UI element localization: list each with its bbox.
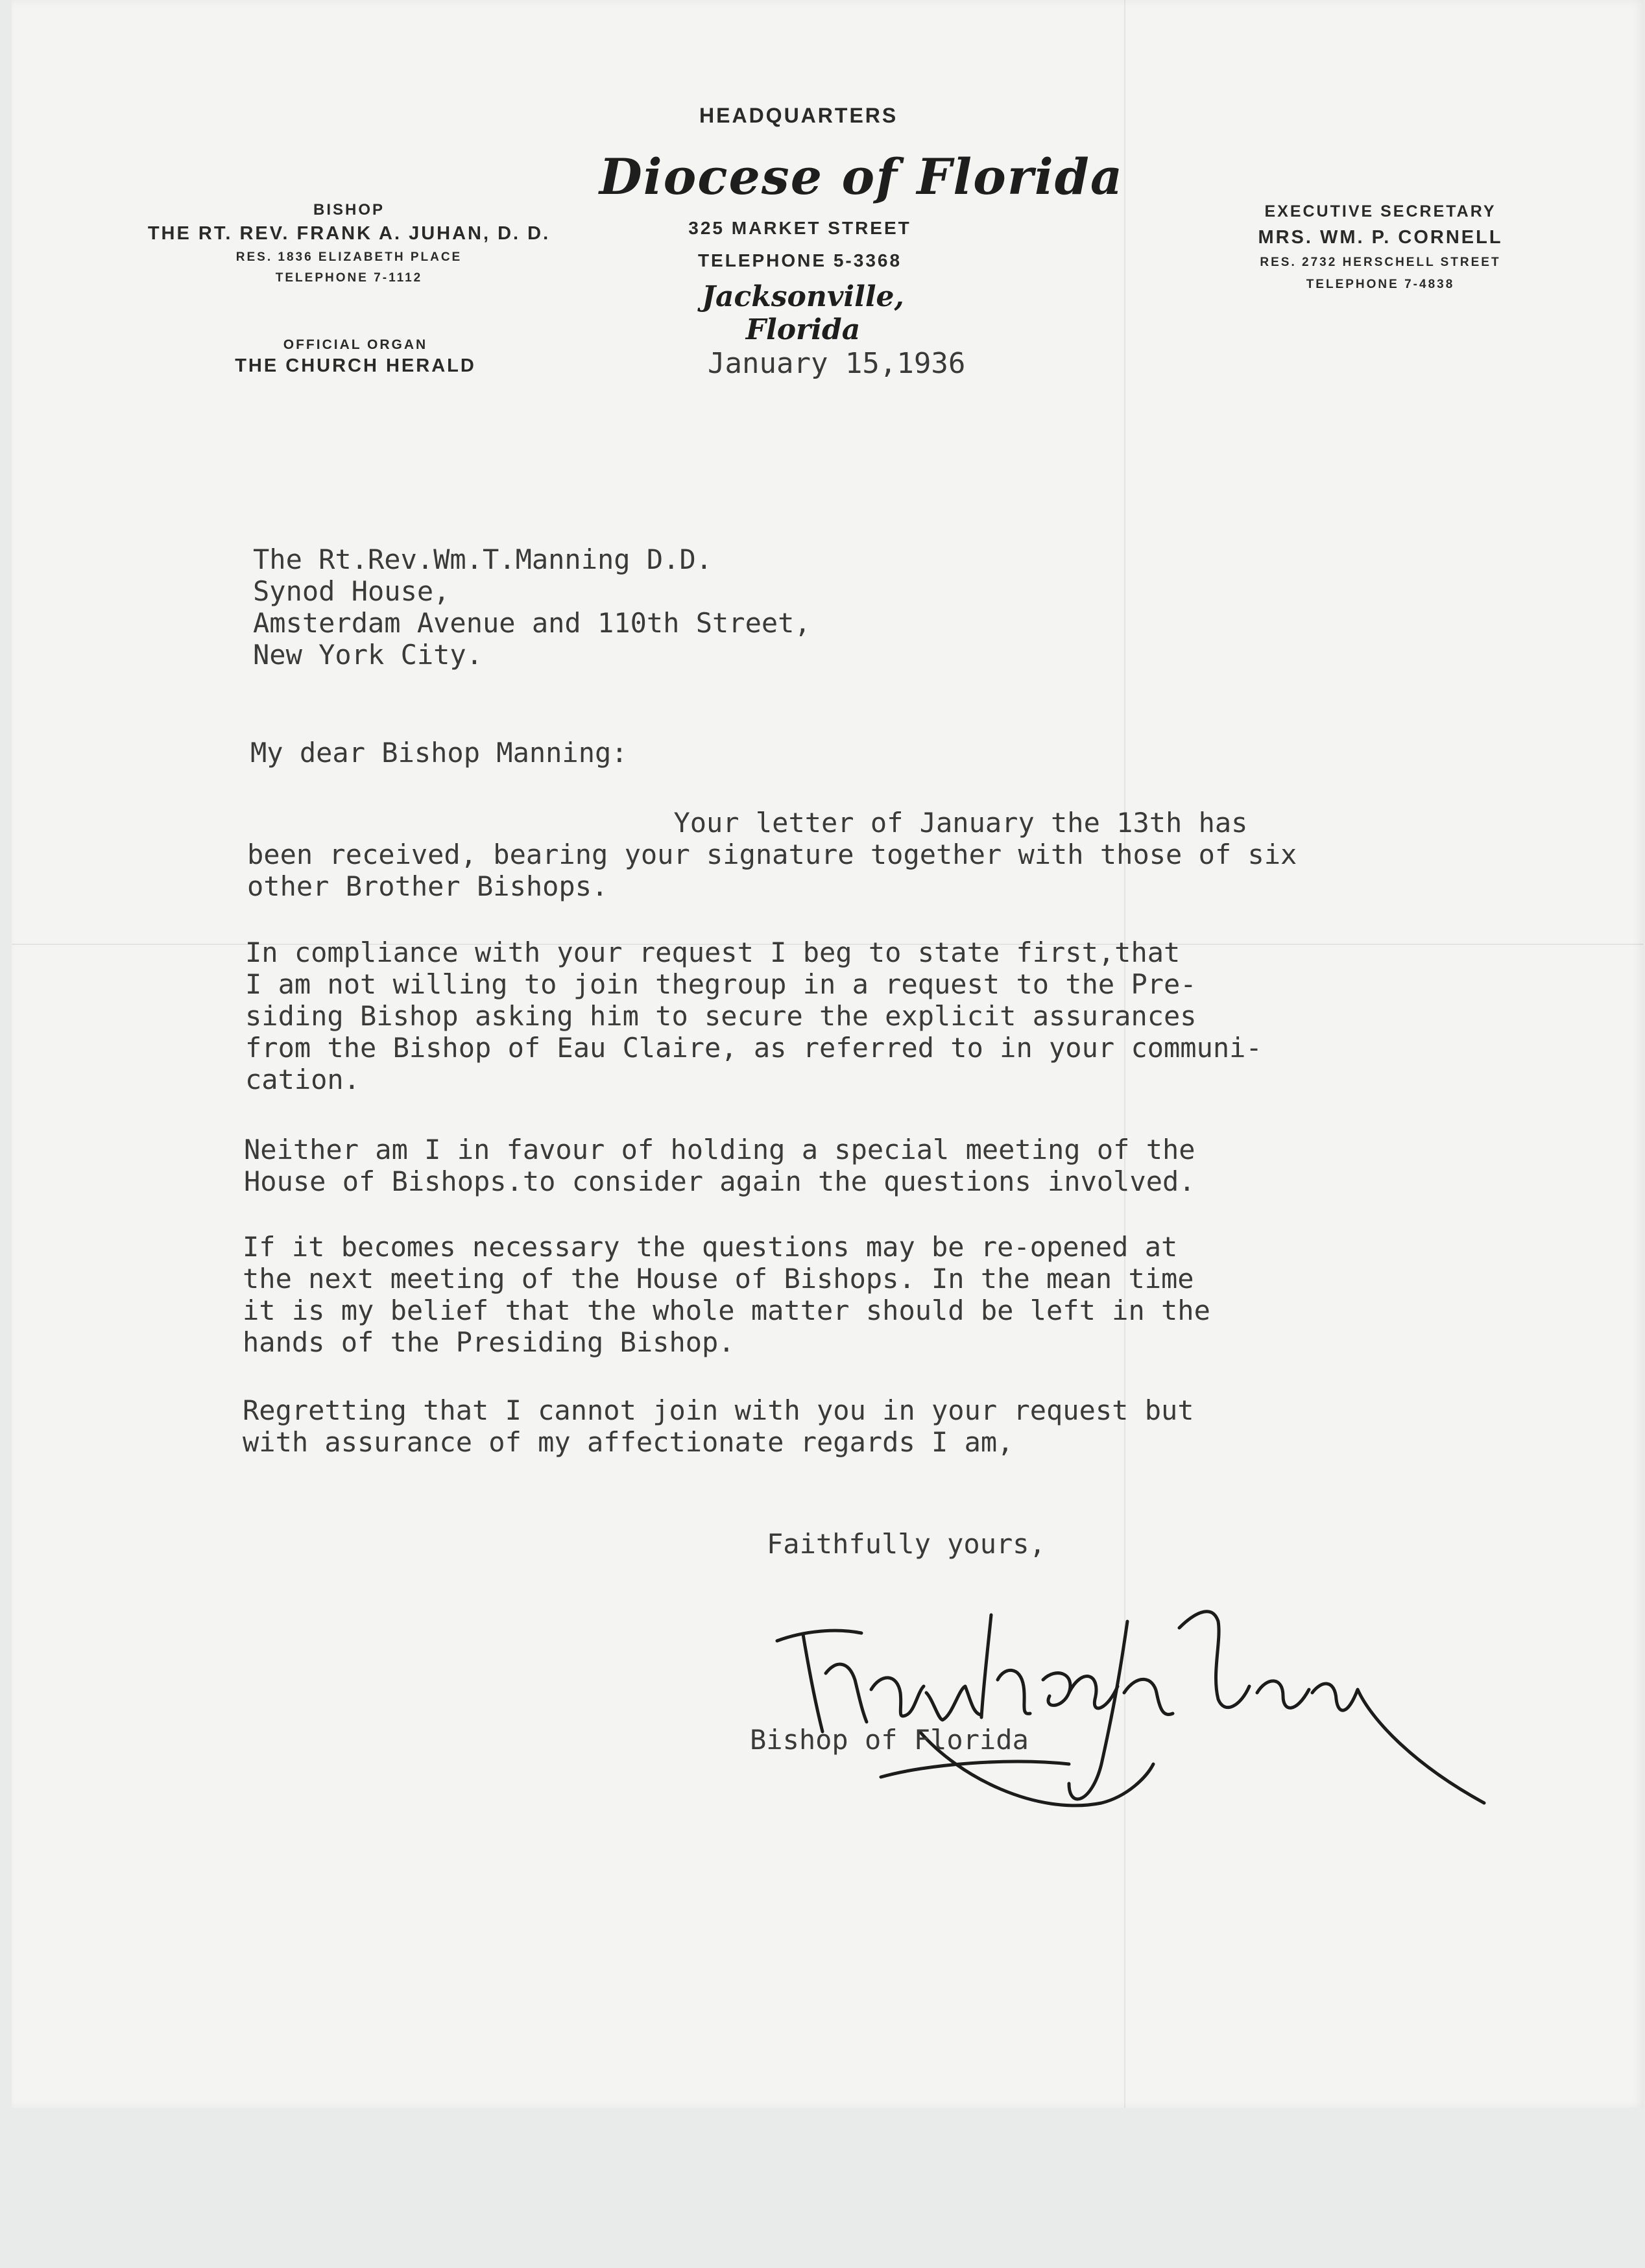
body-line: cation. <box>245 1064 361 1095</box>
letterhead-secretary-name: MRS. WM. P. CORNELL <box>1258 227 1503 248</box>
letter-page <box>12 0 1644 2108</box>
letterhead-left-role: BISHOP <box>313 201 385 219</box>
letter-date: January 15,1936 <box>708 347 966 380</box>
letterhead-bishop-residence: RES. 1836 ELIZABETH PLACE <box>235 250 462 264</box>
letterhead-diocese-title: Diocese of Florida <box>599 148 1124 206</box>
body-line: hands of the Presiding Bishop. <box>243 1326 735 1358</box>
handwritten-signature <box>764 1570 1504 1829</box>
letterhead-organ-name: THE CHURCH HERALD <box>235 355 476 376</box>
letterhead-secretary-residence: RES. 2732 HERSCHELL STREET <box>1260 256 1501 269</box>
body-line: from the Bishop of Eau Claire, as referred to in your communi- <box>245 1032 1262 1064</box>
letterhead-headquarters: HEADQUARTERS <box>699 104 898 127</box>
body-line: Your letter of January the 13th has <box>247 807 1248 839</box>
letterhead-secretary-telephone: TELEPHONE 7-4838 <box>1306 278 1455 291</box>
address-line: New York City. <box>253 639 483 671</box>
body-line: it is my belief that the whole matter should be left in the <box>243 1295 1210 1326</box>
body-line: I am not willing to join thegroup in a request to the Pre- <box>245 968 1197 1000</box>
body-line: siding Bishop asking him to secure the explicit assurances <box>245 1000 1197 1032</box>
body-line: been received, bearing your signature together with those of six <box>247 839 1297 870</box>
body-line: other Brother Bishops. <box>247 870 608 902</box>
body-line: House of Bishops.to consider again the questions involved. <box>244 1165 1195 1197</box>
letterhead-street: 325 MARKET STREET <box>688 218 911 238</box>
signature-title: Bishop of Florida <box>750 1724 1029 1756</box>
letterhead-bishop-telephone: TELEPHONE 7-1112 <box>275 271 423 285</box>
salutation: My dear Bishop Manning: <box>250 737 628 769</box>
body-line: with assurance of my affectionate regards I am, <box>243 1426 1014 1458</box>
body-line: Neither am I in favour of holding a special meeting of the <box>244 1134 1195 1165</box>
closing: Faithfully yours, <box>767 1528 1046 1560</box>
address-line: Amsterdam Avenue and 110th Street, <box>253 607 811 639</box>
body-line: In compliance with your request I beg to state first,that <box>245 937 1181 968</box>
address-line: The Rt.Rev.Wm.T.Manning D.D. <box>253 543 713 575</box>
letterhead-organ-label: OFFICIAL ORGAN <box>283 337 428 352</box>
letterhead-bishop-name: THE RT. REV. FRANK A. JUHAN, D. D. <box>147 223 551 244</box>
body-line: If it becomes necessary the questions may be re-opened at <box>243 1231 1178 1263</box>
letterhead-city: Jacksonville, Florida <box>702 280 904 346</box>
body-line: Regretting that I cannot join with you in your request but <box>243 1394 1194 1426</box>
address-line: Synod House, <box>253 575 450 607</box>
letterhead-right-role: EXECUTIVE SECRETARY <box>1264 202 1496 221</box>
body-line: the next meeting of the House of Bishops. In the mean time <box>243 1263 1194 1295</box>
letterhead-telephone: TELEPHONE 5-3368 <box>697 250 902 270</box>
